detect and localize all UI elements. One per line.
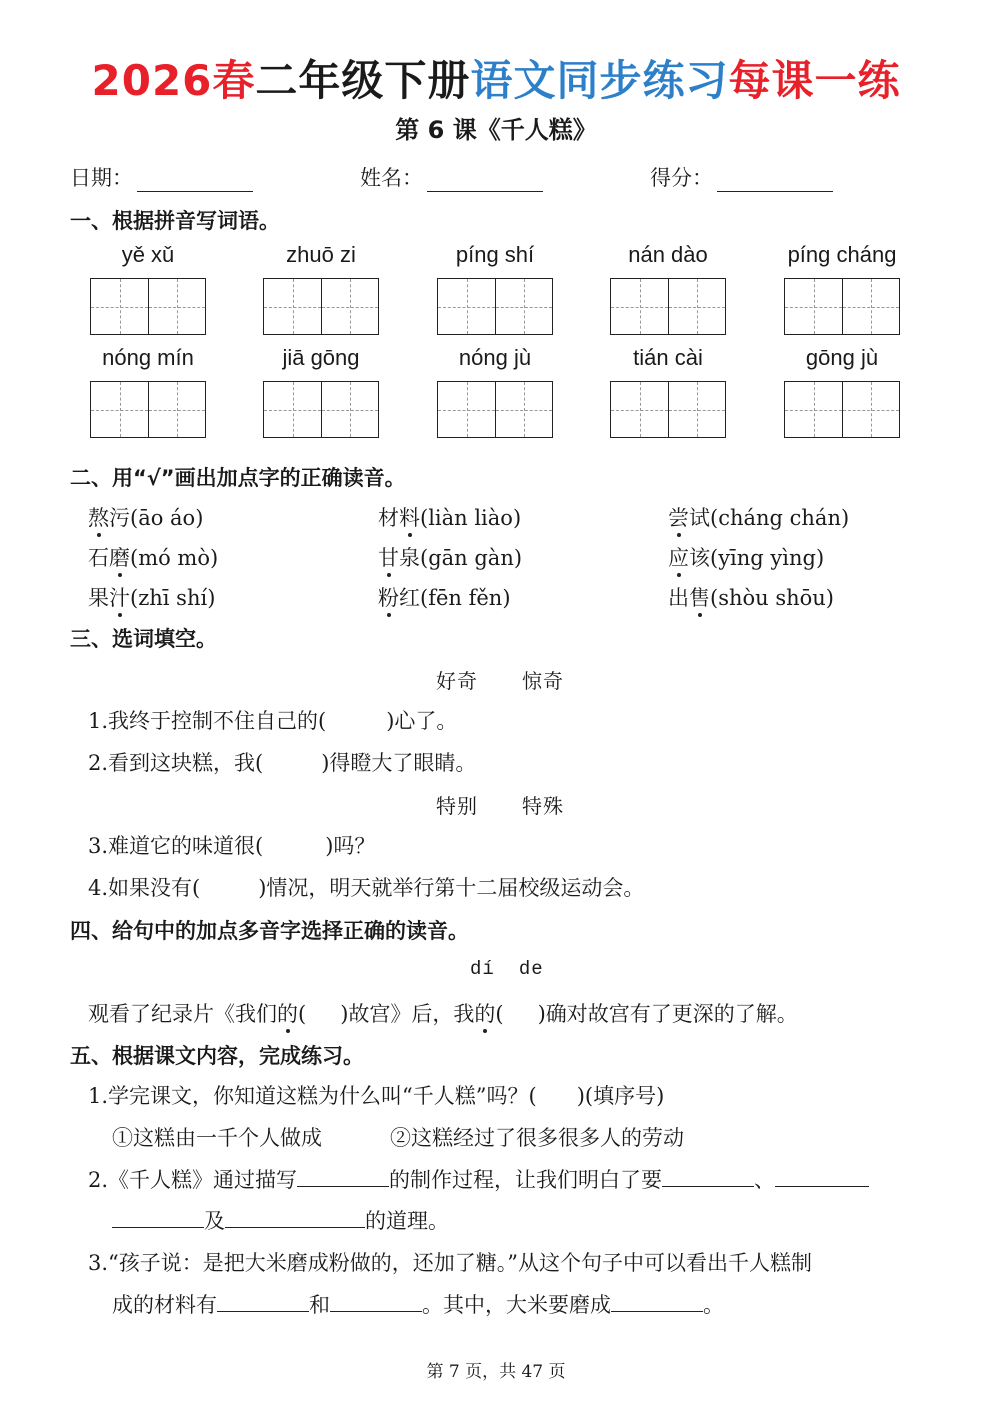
title-part-grade: 二年级下册 — [255, 56, 471, 105]
pinyin-label: gōng jù — [805, 345, 879, 370]
lesson-title: 第 6 课《千人糕》 — [395, 116, 597, 144]
writing-grid[interactable] — [610, 381, 726, 438]
pinyin-label: tián cài — [633, 345, 703, 370]
writing-grid[interactable] — [90, 278, 206, 335]
page-number: 第 7 页，共 47 页 — [426, 1362, 566, 1382]
writing-grid[interactable] — [263, 381, 379, 438]
writing-grid[interactable] — [784, 278, 900, 335]
pinyin-label: jiā gōng — [282, 345, 360, 370]
name-label: 姓名： — [360, 166, 423, 190]
pinyin-label: píng cháng — [787, 242, 897, 267]
writing-grid[interactable] — [784, 381, 900, 438]
comprehension-question-2-cont[interactable]: 及 的道理。 — [112, 1205, 449, 1235]
section1-heading: 一、根据拼音写词语。 — [70, 209, 280, 233]
worksheet-title — [0, 48, 992, 108]
pinyin-label: yě xǔ — [121, 242, 175, 267]
word-choices: 特别 特殊 — [436, 794, 564, 818]
name-blank[interactable] — [427, 168, 543, 192]
reading-choice-item[interactable]: 材料(liàn liào) — [378, 502, 521, 532]
fill-question-3[interactable]: 3.难道它的味道很( )吗？ — [88, 834, 376, 858]
pinyin-label: nóng mín — [102, 345, 194, 370]
pinyin-label: píng shí — [455, 242, 535, 267]
date-label: 日期： — [70, 166, 133, 190]
fill-question-2[interactable]: 2.看到这块糕，我( )得瞪大了眼睛。 — [88, 751, 477, 775]
title-part-year: 2026春 — [91, 56, 256, 105]
pinyin-label: nóng jù — [458, 345, 532, 370]
section3-heading: 三、选词填空。 — [70, 627, 217, 651]
score-label: 得分： — [650, 166, 713, 190]
date-field[interactable] — [70, 162, 253, 192]
comprehension-question-3: 3.“孩子说：是把大米磨成粉做的，还加了糖。”从这个句子中可以看出千人糕制 — [88, 1251, 813, 1275]
reading-choice-item[interactable]: 熬污(āo áo) — [88, 502, 203, 532]
reading-choice-item[interactable]: 果汁(zhī shí) — [88, 582, 215, 612]
name-field[interactable] — [360, 162, 543, 192]
writing-grid[interactable] — [437, 381, 553, 438]
reading-choice-item[interactable]: 甘泉(gān gàn) — [378, 542, 522, 572]
pinyin-label: nán dào — [628, 242, 708, 267]
reading-choice-item[interactable]: 应该(yīng yìng) — [668, 542, 824, 572]
comprehension-option-1[interactable]: ①这糕由一千个人做成 — [112, 1126, 322, 1150]
section5-heading: 五、根据课文内容，完成练习。 — [70, 1044, 364, 1068]
comprehension-question-3-cont[interactable]: 成的材料有 和 。其中，大米要磨成 。 — [112, 1289, 724, 1319]
title-part-slogan: 每课一练 — [728, 56, 901, 105]
writing-grid[interactable] — [90, 381, 206, 438]
score-field[interactable] — [650, 162, 833, 192]
reading-choice-item[interactable]: 石磨(mó mò) — [88, 542, 218, 572]
pinyin-label: zhuō zi — [286, 242, 356, 267]
polyphone-sentence[interactable]: 观看了纪录片《我们的( )故宫》后，我的( )确对故宫有了更深的了解。 — [88, 998, 798, 1028]
writing-grid[interactable] — [263, 278, 379, 335]
comprehension-question-2[interactable]: 2.《千人糕》通过描写 的制作过程，让我们明白了要 、 — [88, 1164, 869, 1194]
date-blank[interactable] — [137, 168, 253, 192]
score-blank[interactable] — [717, 168, 833, 192]
word-choices: 好奇 惊奇 — [436, 669, 564, 693]
comprehension-option-2[interactable]: ②这糕经过了很多很多人的劳动 — [390, 1126, 684, 1150]
writing-grid[interactable] — [610, 278, 726, 335]
title-part-subject: 语文同步练习 — [470, 56, 729, 105]
reading-choice-item[interactable]: 出售(shòu shōu) — [668, 582, 834, 612]
comprehension-question-1[interactable]: 1.学完课文，你知道这糕为什么叫“千人糕”吗？( )(填序号) — [88, 1084, 665, 1108]
reading-choice-item[interactable]: 粉红(fēn fěn) — [378, 582, 511, 612]
writing-grid[interactable] — [437, 278, 553, 335]
fill-question-1[interactable]: 1.我终于控制不住自己的( )心了。 — [88, 709, 458, 733]
reading-choice-item[interactable]: 尝试(cháng chán) — [668, 502, 849, 532]
section4-heading: 四、给句中的加点多音字选择正确的读音。 — [70, 919, 469, 943]
pronunciation-options: dí de — [470, 958, 544, 980]
section2-heading: 二、用“√”画出加点字的正确读音。 — [70, 466, 406, 490]
fill-question-4[interactable]: 4.如果没有( )情况，明天就举行第十二届校级运动会。 — [88, 876, 645, 900]
